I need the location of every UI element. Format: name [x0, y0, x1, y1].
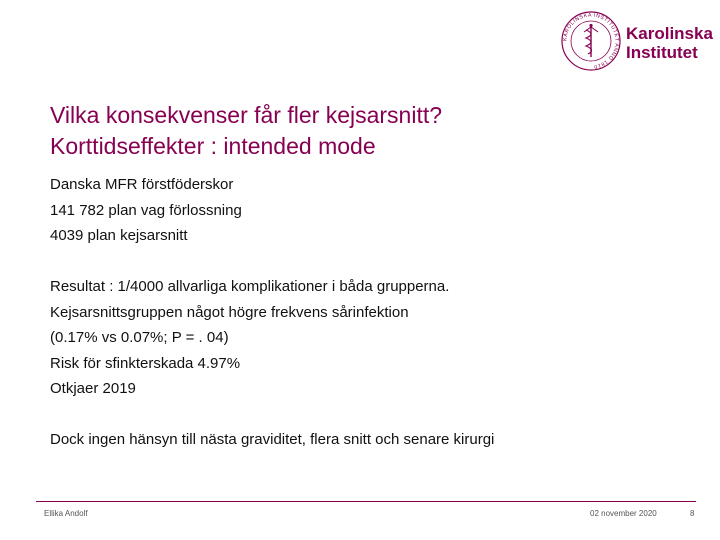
karolinska-logo — [560, 10, 713, 72]
footer-date: 02 november 2020 — [590, 509, 657, 518]
karolinska-seal-icon — [560, 10, 622, 72]
body-line: Kejsarsnittsgruppen något högre frekvens sårinfektion — [50, 303, 409, 321]
page-number: 8 — [690, 509, 695, 518]
slide-body — [50, 172, 690, 453]
body-spacer — [50, 402, 690, 428]
body-line: Otkjaer 2019 — [50, 380, 136, 397]
body-line: 141 782 plan vag förlossning — [50, 201, 242, 219]
seal-text: KAROLINSKA INSTITUTET ANNO 1810 — [562, 12, 620, 70]
logo-line-2: Institutet — [626, 43, 698, 62]
footer-author: Ellika Andolf — [44, 509, 88, 518]
footer-divider — [36, 501, 696, 502]
body-line: Dock ingen hänsyn till nästa graviditet, flera snitt och senare kirurgi — [50, 431, 495, 448]
title-line-2: Korttidseffekter : intended mode — [50, 133, 376, 159]
body-line: Danska MFR förstföderskor — [50, 176, 234, 193]
slide-title — [50, 100, 690, 162]
body-line: Risk för sfinkterskada 4.97% — [50, 354, 241, 372]
body-line: Resultat : 1/4000 allvarliga komplikationer i båda grupperna. — [50, 278, 450, 295]
body-spacer — [50, 249, 690, 275]
title-line-1: Vilka konsekvenser får fler kejsarsnitt? — [50, 102, 443, 128]
logo-line-1: Karolinska — [626, 24, 713, 43]
body-line: (0.17% vs 0.07%; P = . 04) — [50, 329, 229, 346]
logo-wordmark — [626, 24, 713, 62]
body-line: 4039 plan kejsarsnitt — [50, 227, 188, 244]
